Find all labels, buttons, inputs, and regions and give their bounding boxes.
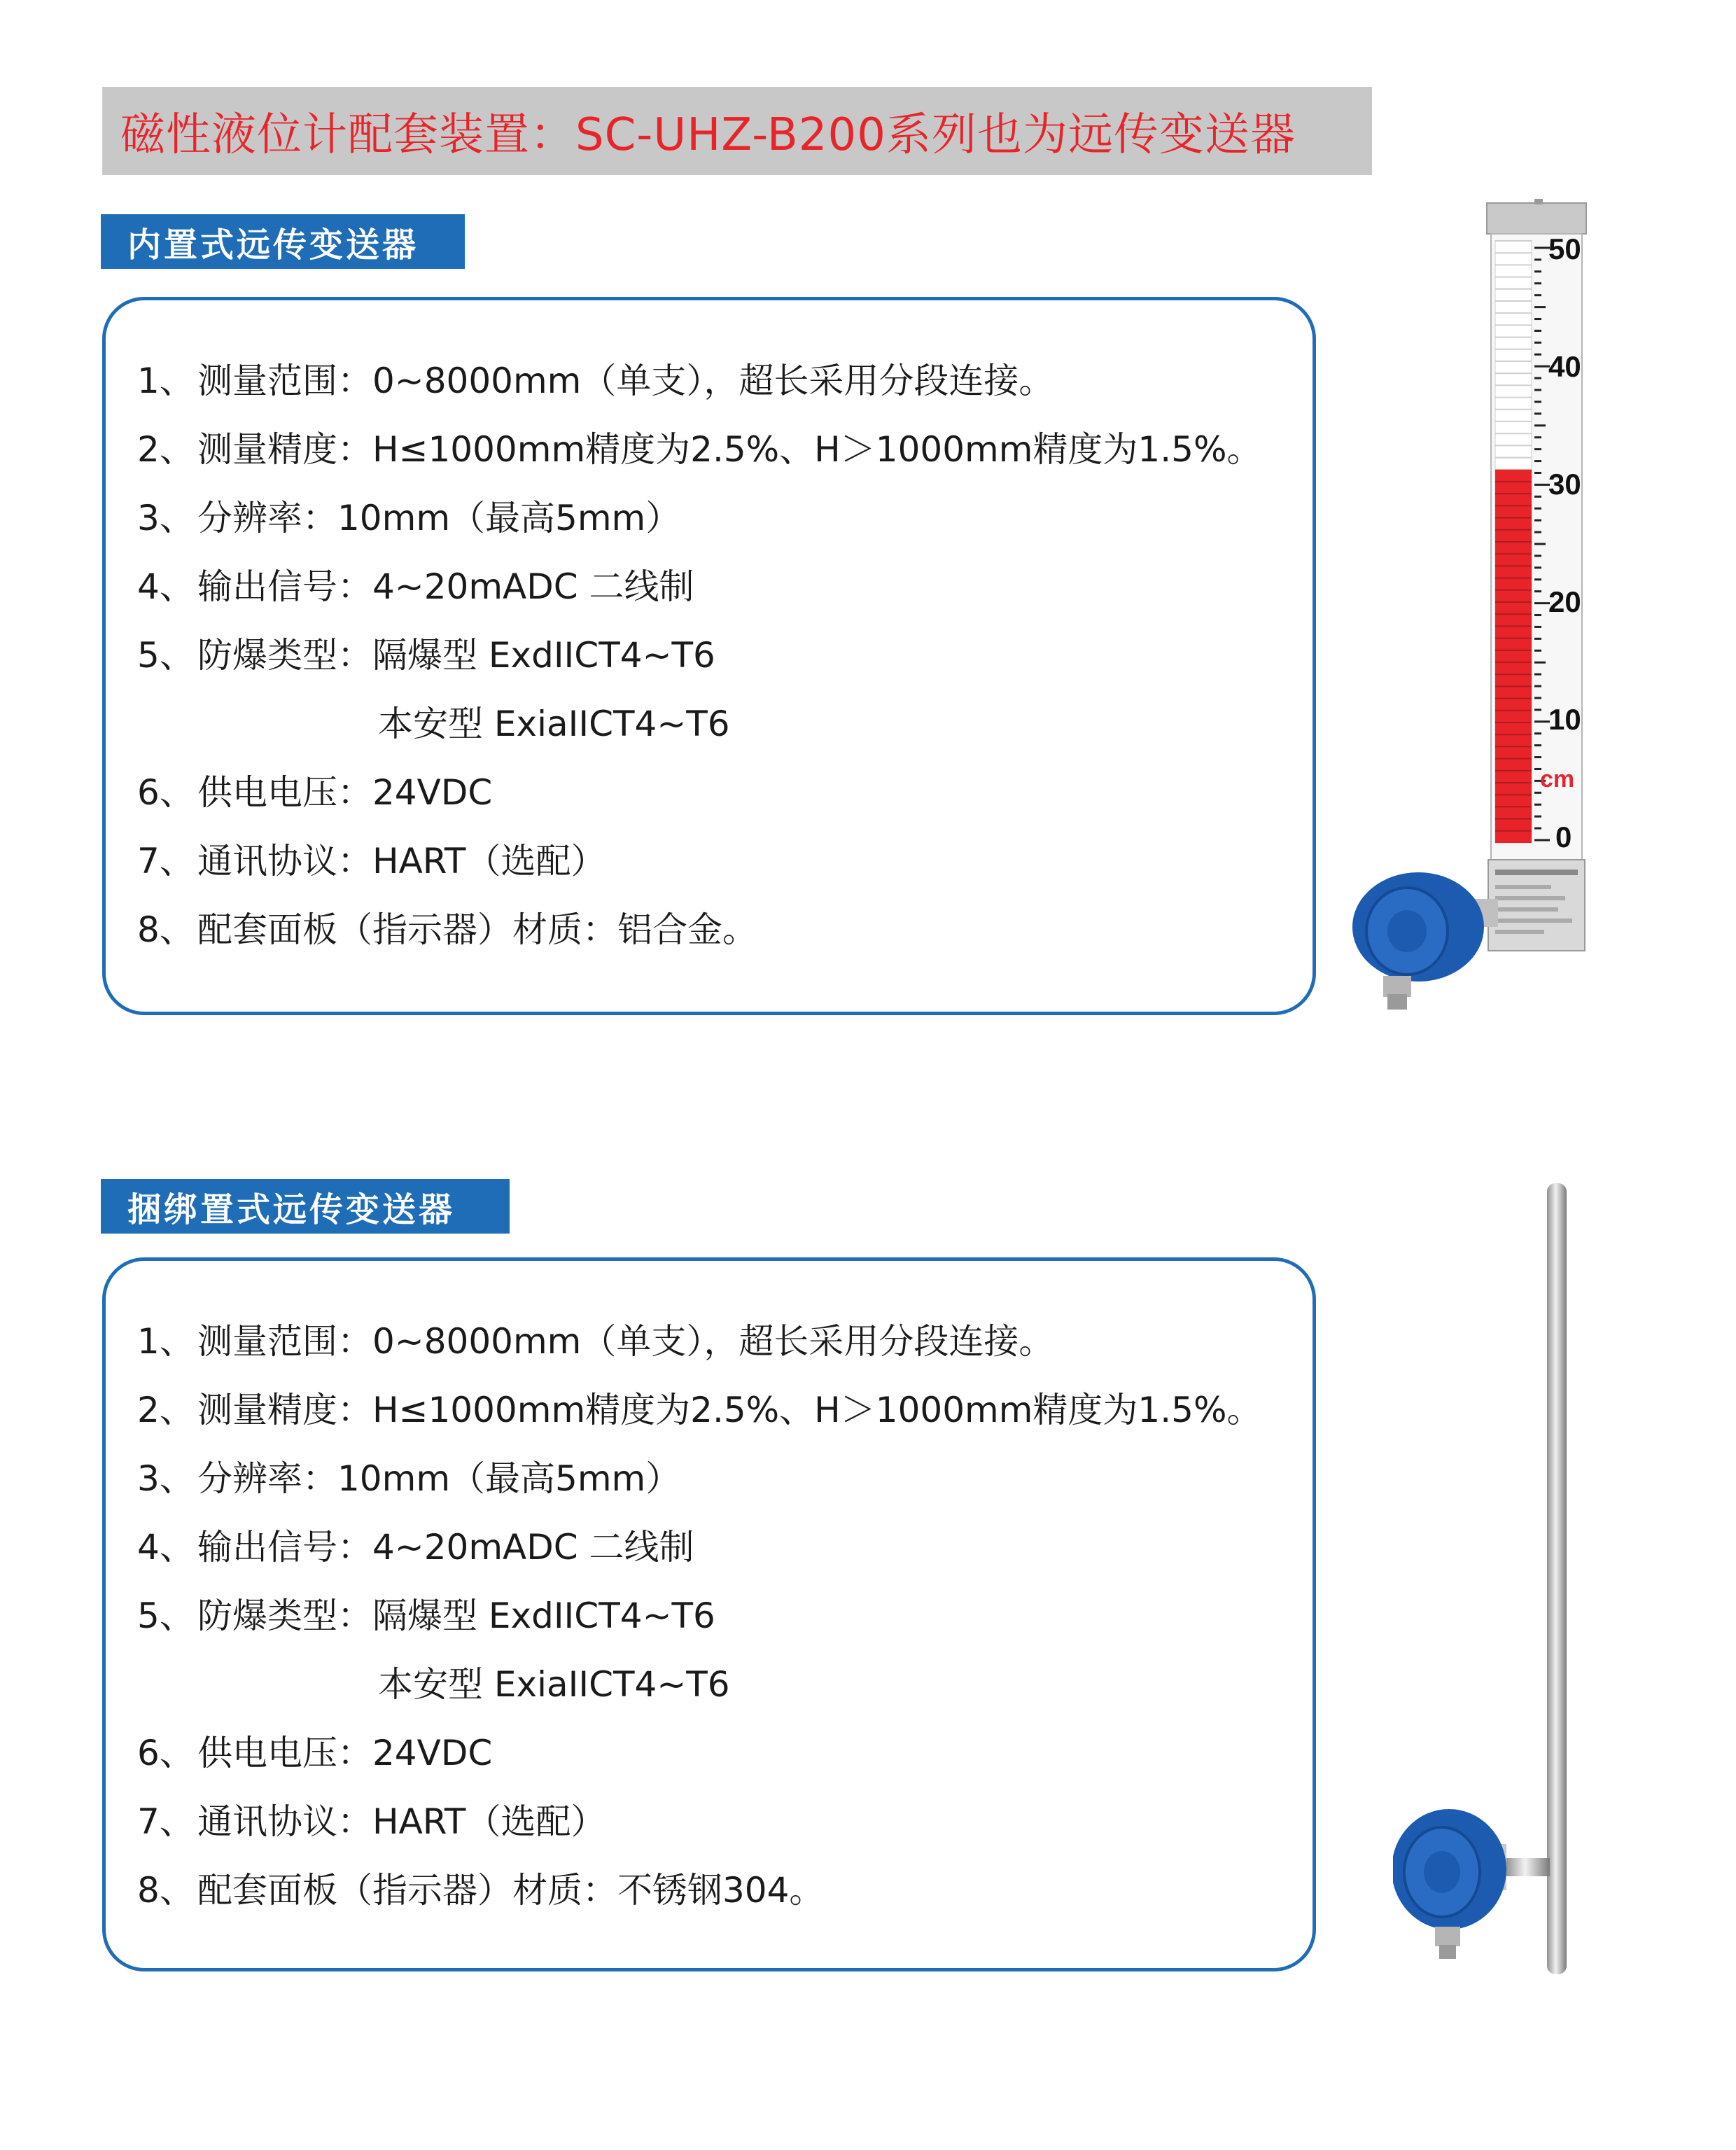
spec-text: 本安型 ExiaIICT4~T6 (378, 704, 730, 744)
spec-number: 5、 (137, 635, 195, 676)
spec-number: 2、 (137, 429, 195, 470)
steel-rod-icon (1393, 1183, 1603, 1988)
spec-line (137, 909, 757, 951)
spec-text: 本安型 ExiaIICT4~T6 (378, 1664, 730, 1705)
gauge-label: 0 (1555, 821, 1572, 853)
spec-text: 测量范围：0~8000mm（单支），超长采用分段连接。 (197, 361, 1054, 401)
spec-number: 7、 (137, 1801, 195, 1842)
spec-text: 测量精度：H≤1000mm精度为2.5%、H＞1000mm精度为1.5%。 (197, 429, 1262, 470)
spec-line (137, 1320, 1054, 1362)
spec-line (137, 634, 715, 676)
spec-number: 6、 (137, 1733, 195, 1773)
spec-number: 7、 (137, 841, 195, 881)
spec-number: 2、 (137, 1390, 195, 1430)
section-heading-strapped (101, 1179, 510, 1234)
spec-line (137, 566, 694, 608)
spec-line (137, 840, 606, 882)
spec-number: 6、 (137, 772, 195, 813)
spec-text: 配套面板（指示器）材质：铝合金。 (197, 909, 757, 950)
spec-line (137, 1389, 1261, 1431)
spec-number: 3、 (137, 1458, 195, 1499)
spec-text: 测量范围：0~8000mm（单支），超长采用分段连接。 (197, 1321, 1054, 1362)
section-heading-text: 捆绑置式远传变送器 (127, 1189, 456, 1229)
spec-line (137, 1526, 694, 1568)
spec-text: 防爆类型：隔爆型 ExdIICT4~T6 (197, 635, 715, 676)
spec-text: 防爆类型：隔爆型 ExdIICT4~T6 (197, 1596, 715, 1636)
gauge-label: 20 (1548, 585, 1581, 618)
gauge-label: 30 (1548, 468, 1581, 501)
spec-text: 配套面板（指示器）材质：不锈钢304。 (197, 1870, 825, 1911)
spec-text: 通讯协议：HART（选配） (197, 1801, 606, 1842)
spec-line (137, 428, 1261, 470)
spec-line (137, 1732, 492, 1774)
spec-text: 分辨率：10mm（最高5mm） (197, 498, 681, 538)
spec-number: 3、 (137, 498, 195, 538)
section-heading-builtin (101, 214, 465, 269)
spec-number: 8、 (137, 909, 195, 950)
spec-text: 分辨率：10mm（最高5mm） (197, 1458, 681, 1499)
spec-text: 输出信号：4~20mADC 二线制 (197, 1527, 694, 1568)
spec-text: 通讯协议：HART（选配） (197, 841, 606, 881)
spec-line (137, 1801, 606, 1843)
spec-number: 4、 (137, 1527, 195, 1568)
spec-number: 1、 (137, 361, 195, 401)
spec-text: 供电电压：24VDC (197, 772, 493, 813)
gauge-unit-label: cm (1540, 766, 1575, 793)
spec-line (137, 1458, 680, 1500)
spec-line (137, 497, 680, 539)
page-title-bar (102, 87, 1372, 175)
spec-number: 1、 (137, 1321, 195, 1362)
spec-line (378, 1663, 730, 1705)
page-title: 磁性液位计配套装置：SC-UHZ-B200系列也为远传变送器 (120, 109, 1296, 161)
spec-line (137, 1595, 715, 1637)
gauge-label: 40 (1548, 350, 1581, 383)
gauge-label: 10 (1548, 703, 1581, 736)
transmitter-housing-icon (1393, 1809, 1506, 1959)
spec-line (137, 360, 1054, 402)
level-gauge-icon (1351, 199, 1603, 1014)
spec-text: 输出信号：4~20mADC 二线制 (197, 566, 694, 607)
spec-line (137, 772, 492, 814)
spec-line (137, 1869, 824, 1911)
spec-number: 4、 (137, 566, 195, 607)
spec-line (378, 703, 730, 745)
section-heading-text: 内置式远传变送器 (127, 225, 419, 265)
gauge-label: 50 (1548, 232, 1581, 265)
spec-number: 8、 (137, 1870, 195, 1911)
spec-text: 供电电压：24VDC (197, 1733, 493, 1773)
spec-text: 测量精度：H≤1000mm精度为2.5%、H＞1000mm精度为1.5%。 (197, 1390, 1262, 1430)
spec-number: 5、 (137, 1596, 195, 1636)
